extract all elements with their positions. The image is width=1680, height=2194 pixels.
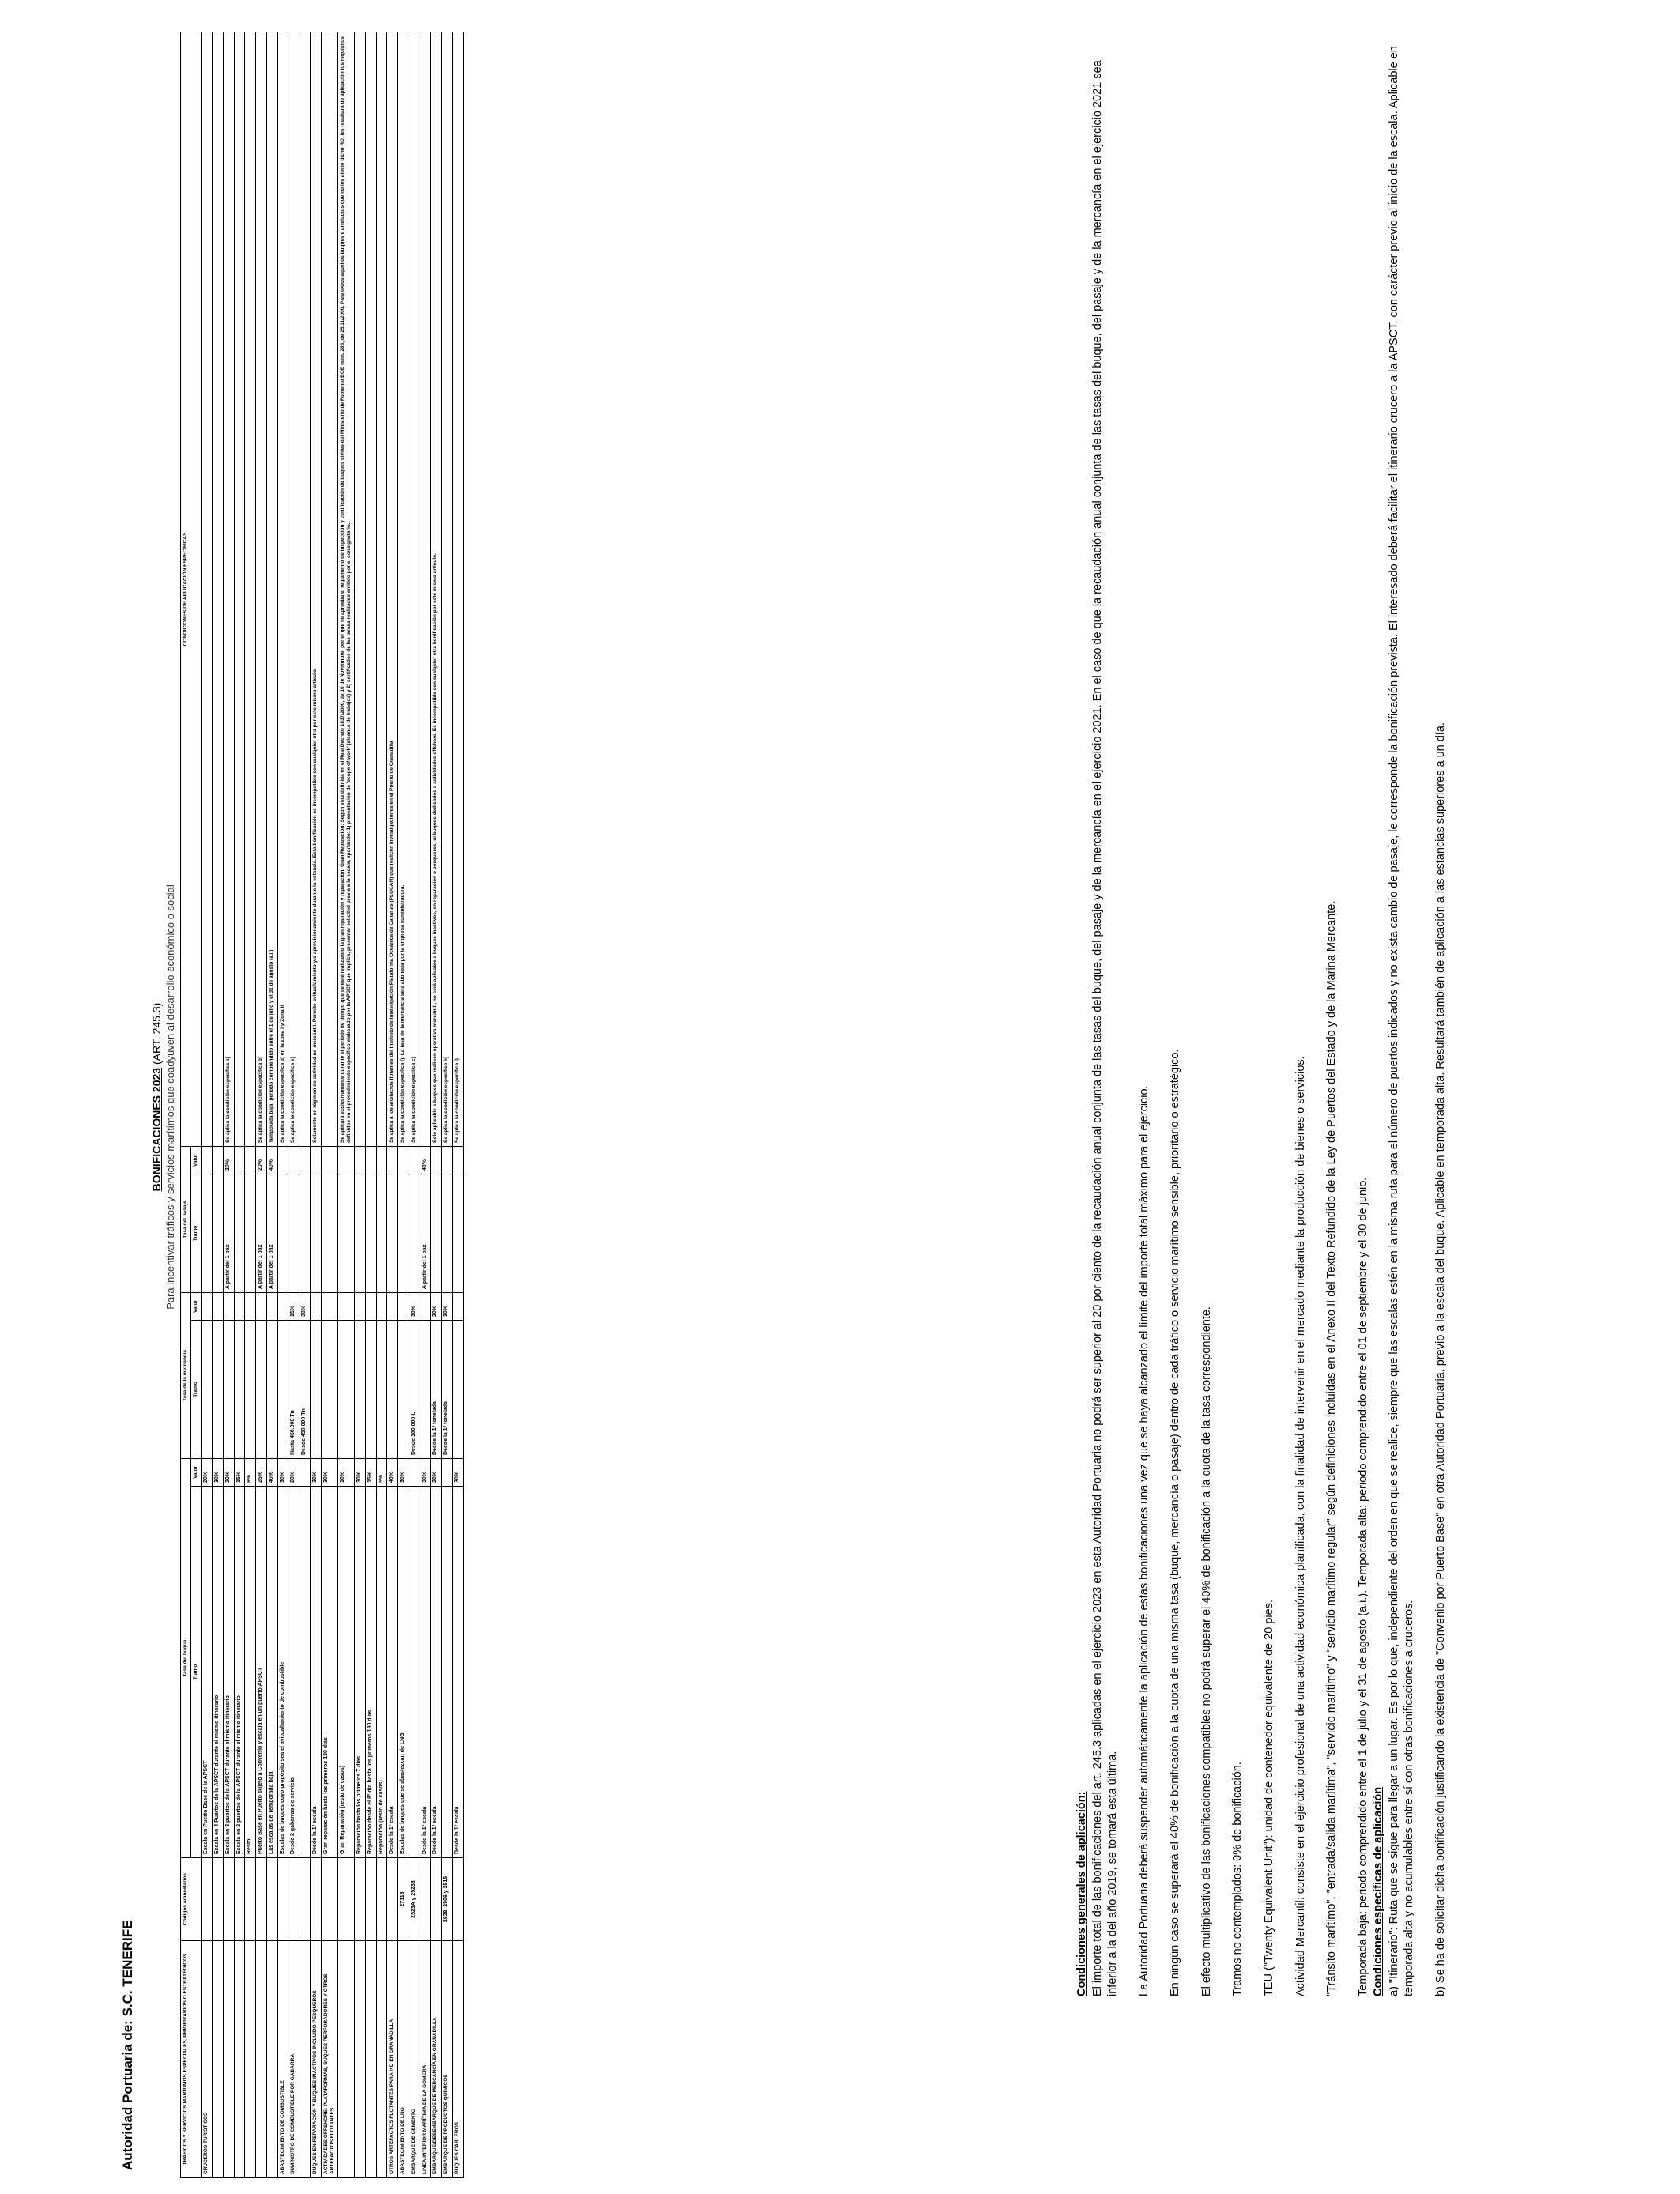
authority-name: Autoridad Portuaria de: S.C. TENERIFE <box>120 1920 135 2170</box>
buque-valor-cell: 15% <box>234 1459 245 1487</box>
conditions-cell <box>355 32 366 1146</box>
table-row <box>387 32 398 2177</box>
header-tasa-pasaje: Tasa del pasaje <box>181 1146 191 1292</box>
code-cell <box>355 1858 366 1941</box>
table-row <box>234 32 245 2177</box>
table-row <box>398 32 409 2177</box>
pasaje-tramo-cell <box>245 1174 256 1292</box>
buque-tramo-cell: Gran Reparación (resto de casos) <box>337 1487 354 1858</box>
conditions-cell <box>365 32 376 1146</box>
buque-valor-cell <box>409 1459 420 1487</box>
table-row <box>452 32 463 2177</box>
buque-tramo-cell: Desde 2 gabarras de servicio <box>288 1487 299 1858</box>
title-ref: (ART. 245.3) <box>150 1002 163 1068</box>
mercancia-valor-cell <box>376 1292 387 1320</box>
mercancia-tramo-cell <box>310 1321 321 1459</box>
buque-valor-cell: 8% <box>245 1459 256 1487</box>
conditions-cell: Se aplica a los artefactos flotantes del Instituto de Investigación Plataforma Oceánica de Canarias (PLOCAN) que realicen investigaciones en el Puerto de Granadilla <box>387 32 398 1146</box>
mercancia-valor-cell <box>337 1292 354 1320</box>
category-cell <box>213 1941 224 2178</box>
pasaje-tramo-cell <box>355 1174 366 1292</box>
pasaje-valor-cell <box>398 1146 409 1174</box>
pasaje-valor-cell <box>442 1146 453 1174</box>
mercancia-tramo-cell <box>452 1321 463 1459</box>
mercancia-valor-cell <box>256 1292 267 1320</box>
buque-valor-cell: 30% <box>398 1459 409 1487</box>
code-cell <box>376 1858 387 1941</box>
header-pasaje-valor: Valor <box>191 1146 202 1174</box>
pasaje-valor-cell: 40% <box>266 1146 277 1174</box>
category-cell: CRUCEROS TURÍSTICOS <box>202 1941 213 2178</box>
buque-tramo-cell <box>299 1487 311 1858</box>
conditions-cell <box>245 32 256 1146</box>
specific-condition-b: b) Se ha de solicitar dicha bonificación justificando la existencia de "Convenio por Puerto Base" en otra Autoridad Portuaria, previo a la escala del buque. Aplicable en temporada alta. Resultará también de aplicación a las estancias superiores a un día. <box>1433 722 1447 1996</box>
mercancia-valor-cell <box>398 1292 409 1320</box>
pasaje-tramo-cell <box>202 1174 213 1292</box>
mercancia-valor-cell <box>202 1292 213 1320</box>
mercancia-tramo-cell: Desde la 1ª tonelada <box>442 1321 453 1459</box>
table-row <box>256 32 267 2177</box>
mercancia-valor-cell <box>452 1292 463 1320</box>
pasaje-tramo-cell <box>277 1174 288 1292</box>
code-cell <box>277 1858 288 1941</box>
general-condition-4: El efecto multiplicativo de las bonificaciones compatibles no podrá superar el 40% de bonificación a la cuota de la tasa correspondiente. <box>1200 1306 1213 1996</box>
pasaje-tramo-cell <box>398 1174 409 1292</box>
mercancia-valor-cell <box>365 1292 376 1320</box>
buque-tramo-cell: Escalas de buques que se abastezcan de LNG <box>398 1487 409 1858</box>
mercancia-tramo-cell: Desde 100.000 t. <box>409 1321 420 1459</box>
code-cell <box>420 1858 431 1941</box>
category-cell: LINEA INTERIOR MARÍTIMA DE LA GOMERA <box>420 1941 431 2178</box>
pasaje-valor-cell <box>321 1146 337 1174</box>
buque-tramo-cell: Desde la 1ª escala <box>452 1487 463 1858</box>
code-cell: 2523A y 25238 <box>409 1858 420 1941</box>
table-row <box>442 32 453 2177</box>
conditions-cell: Temporada baja: periodo comprendido entre el 1 de julio y el 31 de agosto (a.i.) <box>266 32 277 1146</box>
code-cell <box>202 1858 213 1941</box>
table-row <box>376 32 387 2177</box>
mercancia-valor-cell: 20% <box>431 1292 442 1320</box>
bonificaciones-table <box>180 32 464 2178</box>
header-category: TRÁFICOS Y SERVICIOS MARÍTIMOS ESPECIALES, PRIORITARIOS O ESTRATÉGICOS <box>181 1941 202 2178</box>
mercancia-valor-cell <box>387 1292 398 1320</box>
table-row <box>245 32 256 2177</box>
header-buque-valor: Valor <box>191 1459 202 1487</box>
buque-valor-cell: 30% <box>310 1459 321 1487</box>
conditions-cell: Se aplica la condición específica d) en la zona I y Zona II <box>277 32 288 1146</box>
specific-condition-a: a) "Itinerario": Ruta que se sigue para llegar a un lugar. Es por lo que, independiente del orden en que se realice, siempre que las escalas estén en la misma ruta para el número de puertos indicados y no exista cambio de pasaje, le corresponde la bonificación prevista. El interesado deberá facilitar el itinerario crucero a la APSCT, con carácter previo al inicio de la escala. Aplicable en temporada alta y no acumulables entre sí con otras bonificaciones a cruceros. <box>1387 46 1416 1996</box>
buque-tramo-cell: Desde la 1ª escala <box>420 1487 431 1858</box>
mercancia-valor-cell <box>266 1292 277 1320</box>
pasaje-valor-cell <box>277 1146 288 1174</box>
buque-tramo-cell <box>442 1487 453 1858</box>
buque-valor-cell: 25% <box>256 1459 267 1487</box>
table-row <box>431 32 442 2177</box>
table-row <box>420 32 431 2177</box>
code-cell <box>266 1858 277 1941</box>
mercancia-tramo-cell: Desde 450.000 Tn <box>299 1321 311 1459</box>
mercancia-valor-cell <box>245 1292 256 1320</box>
pasaje-valor-cell <box>310 1146 321 1174</box>
mercancia-tramo-cell <box>266 1321 277 1459</box>
mercancia-tramo-cell <box>337 1321 354 1459</box>
buque-tramo-cell: Resto <box>245 1487 256 1858</box>
pasaje-valor-cell <box>337 1146 354 1174</box>
table-body <box>202 32 463 2177</box>
conditions-cell: Se aplica la condición específica e) <box>288 32 299 1146</box>
mercancia-valor-cell: 30% <box>442 1292 453 1320</box>
conditions-cell <box>234 32 245 1146</box>
document-subtitle: Para incentivar tráficos y servicios marítimos que coadyuven al desarrollo económico o social <box>164 884 176 1310</box>
mercancia-valor-cell <box>277 1292 288 1320</box>
buque-valor-cell: 20% <box>202 1459 213 1487</box>
conditions-cell: Se aplica la condición específica a) <box>223 32 234 1146</box>
buque-tramo-cell: Escala en 2 puertos de la APSCT durante el mismo itinerario <box>234 1487 245 1858</box>
mercancia-tramo-cell <box>376 1321 387 1459</box>
table-row <box>202 32 213 2177</box>
buque-tramo-cell: Reparación desde el 8º día hasta los primeros 180 días <box>365 1487 376 1858</box>
buque-tramo-cell: Reparación hasta los primeros 7 días <box>355 1487 366 1858</box>
buque-valor-cell: 20% <box>288 1459 299 1487</box>
general-condition-2: La Autoridad Portuaria deberá suspender automáticamente la aplicación de estas bonificaciones una vez que se haya alcanzado el límite del importe total máximo para el ejercicio. <box>1137 1085 1151 1996</box>
code-cell <box>310 1858 321 1941</box>
pasaje-tramo-cell <box>234 1174 245 1292</box>
pasaje-valor-cell <box>355 1146 366 1174</box>
general-condition-6: TEU ("Twenty Equivalent Unit"): unidad de contenedor equivalente de 20 pies. <box>1262 1600 1275 1996</box>
buque-valor-cell: 40% <box>266 1459 277 1487</box>
pasaje-tramo-cell: A partir del 1 pax <box>223 1174 234 1292</box>
category-cell <box>365 1941 376 2178</box>
buque-valor-cell: 20% <box>223 1459 234 1487</box>
category-cell <box>376 1941 387 2178</box>
category-cell: EMBARQUE/DESEMBARQUE DE MERCANCÍA EN GRANADILLA <box>431 1941 442 2178</box>
header-pasaje-tramo: Tramo <box>191 1174 202 1292</box>
pasaje-valor-cell <box>288 1146 299 1174</box>
conditions-cell <box>213 32 224 1146</box>
buque-valor-cell: 30% <box>321 1459 337 1487</box>
buque-valor-cell: 30% <box>213 1459 224 1487</box>
buque-tramo-cell: Puerto Base en Puerto sujeto a Convenio y escala en un puerto APSCT <box>256 1487 267 1858</box>
buque-tramo-cell: Desde la 1ª escala <box>431 1487 442 1858</box>
document-title <box>150 0 163 2194</box>
pasaje-tramo-cell: A partir del 1 pax <box>266 1174 277 1292</box>
code-cell <box>365 1858 376 1941</box>
pasaje-tramo-cell <box>409 1174 420 1292</box>
title-main: BONIFICACIONES 2023 <box>150 1067 163 1192</box>
buque-valor-cell: 30% <box>277 1459 288 1487</box>
category-cell: SUMINISTRO DE COMBUSTIBLE POR GABARRA <box>288 1941 299 2178</box>
mercancia-valor-cell: 30% <box>409 1292 420 1320</box>
mercancia-tramo-cell <box>234 1321 245 1459</box>
mercancia-tramo-cell <box>355 1321 366 1459</box>
buque-valor-cell: 40% <box>387 1459 398 1487</box>
pasaje-valor-cell: 20% <box>223 1146 234 1174</box>
conditions-cell: Se aplica la condición específica b) <box>256 32 267 1146</box>
mercancia-valor-cell <box>321 1292 337 1320</box>
pasaje-valor-cell: 20% <box>256 1146 267 1174</box>
general-condition-9: Temporada baja: periodo comprendido entre el 1 de julio y el 31 de agosto (a.i.). Temporada alta: periodo comprendido entre el 01 de septiembre y el 30 de junio. <box>1356 1177 1369 1996</box>
buque-tramo-cell: Las escalas de Temporada baja <box>266 1487 277 1858</box>
category-cell <box>355 1941 366 2178</box>
conditions-cell <box>202 32 213 1146</box>
buque-tramo-cell: Desde la 1ª escala <box>310 1487 321 1858</box>
pasaje-tramo-cell <box>387 1174 398 1292</box>
table-row <box>223 32 234 2177</box>
conditions-cell: Se aplica la condición específica i) <box>452 32 463 1146</box>
mercancia-tramo-cell <box>387 1321 398 1459</box>
buque-valor-cell: 10% <box>337 1459 354 1487</box>
mercancia-valor-cell <box>420 1292 431 1320</box>
pasaje-valor-cell <box>387 1146 398 1174</box>
mercancia-tramo-cell <box>202 1321 213 1459</box>
buque-tramo-cell: Escala en 3 puertos de la APSCT durante el mismo itinerario <box>223 1487 234 1858</box>
code-cell <box>337 1858 354 1941</box>
mercancia-tramo-cell: Hasta 450.000 Tn <box>288 1321 299 1459</box>
buque-valor-cell: 5% <box>376 1459 387 1487</box>
mercancia-tramo-cell <box>245 1321 256 1459</box>
buque-valor-cell <box>299 1459 311 1487</box>
buque-tramo-cell <box>409 1487 420 1858</box>
conditions-cell: Se aplica la condición específica h) <box>442 32 453 1146</box>
code-cell <box>245 1858 256 1941</box>
mercancia-tramo-cell <box>321 1321 337 1459</box>
conditions-cell <box>321 32 337 1146</box>
mercancia-valor-cell <box>234 1292 245 1320</box>
pasaje-valor-cell <box>299 1146 311 1174</box>
conditions-cell: Se aplicará exclusivamente durante el periodo de tiempo que se esté realizando la gran reparación y reparación. Gran Reparación: Según está definida en el Real Decreto 1837/2000, de 10 de Noviembre, por el que se aprueba el reglamento de inspección y certificación de buques civiles del Ministerio de Fomento BOE núm. 283, de 25/11/2000. Para todos aquellos buques e artefactos que no les afecte dicho RD, les resultará de aplicación los requisitos definidos en el procedimiento específico elaborado por la APSCT que implica, presentar solicitud previa a la escala, aportando: 1) presentación de 'scope of work' (alcance de trabajos) y 2) certificados de las tareas realizadas emitido por el consignatario. <box>337 32 354 1146</box>
pasaje-tramo-cell <box>431 1174 442 1292</box>
category-cell: BUQUES EN REPARACIÓN Y BUQUES INACTIVOS INCLUIDO PESQUEROS <box>310 1941 321 2178</box>
general-condition-7: Actividad Mercantil: consiste en el ejercicio profesional de una actividad económica planificada, con la finalidad de intervenir en el mercado mediante la producción de bienes o servicios. <box>1294 1056 1307 1996</box>
buque-tramo-cell: Desde la 1ª escala <box>387 1487 398 1858</box>
general-condition-3: En ningún caso se superará el 40% de bonificación a la cuota de una misma tasa (buque, mercancía o pasaje) dentro de cada tráfico o servicio marítimo sensible, prioritario o estratégico. <box>1169 1049 1182 1996</box>
header-codes: Códigos arancelarios <box>181 1858 202 1941</box>
mercancia-tramo-cell <box>365 1321 376 1459</box>
buque-valor-cell <box>442 1459 453 1487</box>
table-row <box>310 32 321 2177</box>
mercancia-tramo-cell <box>256 1321 267 1459</box>
table-row <box>321 32 337 2177</box>
pasaje-tramo-cell <box>376 1174 387 1292</box>
mercancia-valor-cell <box>213 1292 224 1320</box>
category-cell <box>245 1941 256 2178</box>
general-condition-8: "Tránsito marítimo", "entrada/salida marítima", "servicio marítimo" y "servicio marítimo regular" según definiciones incluidas en el Anexo II del Texto Refundido de la Ley de Puertos del Estado y de la Marina Mercante. <box>1325 900 1339 1996</box>
code-cell <box>288 1858 299 1941</box>
conditions-cell: Se aplica la condición específica c) <box>409 32 420 1146</box>
category-cell <box>299 1941 311 2178</box>
category-cell <box>223 1941 234 2178</box>
mercancia-valor-cell: 30% <box>299 1292 311 1320</box>
header-tasa-mercancia: Tasa de la mercancía <box>181 1292 191 1458</box>
table-header-row-1 <box>181 32 191 2177</box>
specific-conditions-title: Condiciones específicas de aplicación <box>1372 1786 1385 1996</box>
conditions-cell <box>299 32 311 1146</box>
code-cell <box>256 1858 267 1941</box>
buque-tramo-cell: Escalas de buques cuyo propósito sea el avituallamiento de combustible <box>277 1487 288 1858</box>
pasaje-valor-cell <box>409 1146 420 1174</box>
mercancia-valor-cell <box>310 1292 321 1320</box>
buque-tramo-cell: Reparación (resto de casos) <box>376 1487 387 1858</box>
mercancia-tramo-cell <box>398 1321 409 1459</box>
buque-valor-cell: 30% <box>355 1459 366 1487</box>
mercancia-tramo-cell <box>277 1321 288 1459</box>
buque-tramo-cell: Escala en Puerto Base de la APSCT <box>202 1487 213 1858</box>
table-row <box>277 32 288 2177</box>
pasaje-tramo-cell: A partir del 1 pax <box>420 1174 431 1292</box>
mercancia-tramo-cell <box>223 1321 234 1459</box>
code-cell <box>387 1858 398 1941</box>
category-cell <box>234 1941 245 2178</box>
table-row <box>365 32 376 2177</box>
code-cell <box>452 1858 463 1941</box>
code-cell <box>223 1858 234 1941</box>
category-cell: ABASTECIMIENTO DE LNG <box>398 1941 409 2178</box>
pasaje-tramo-cell <box>213 1174 224 1292</box>
pasaje-tramo-cell <box>452 1174 463 1292</box>
pasaje-tramo-cell <box>310 1174 321 1292</box>
conditions-block <box>1075 36 1464 1996</box>
table-row <box>213 32 224 2177</box>
category-cell: EMBARQUE DE CEMENTO <box>409 1941 420 2178</box>
pasaje-valor-cell <box>431 1146 442 1174</box>
pasaje-valor-cell <box>452 1146 463 1174</box>
conditions-cell <box>376 32 387 1146</box>
table-row <box>266 32 277 2177</box>
pasaje-tramo-cell <box>288 1174 299 1292</box>
code-cell <box>234 1858 245 1941</box>
code-cell <box>213 1858 224 1941</box>
category-cell: OTROS ARTEFACTOS FLOTANTES PARA I+D EN GRANADILLA <box>387 1941 398 2178</box>
category-cell: ACTIVIDADES OFFSHORE: PLATAFORMAS, BUQUES PERFORADORES Y OTROS ARTEFACTOS FLOTANTES <box>321 1941 337 2178</box>
header-conditions: CONDICIONES DE APLICACIÓN ESPECÍFICAS <box>181 32 202 1146</box>
category-cell: BUQUES CABLEROS <box>452 1941 463 2178</box>
pasaje-valor-cell <box>234 1146 245 1174</box>
pasaje-tramo-cell: A partir del 1 pax <box>256 1174 267 1292</box>
buque-valor-cell: 30% <box>452 1459 463 1487</box>
mercancia-valor-cell <box>355 1292 366 1320</box>
code-cell <box>431 1858 442 1941</box>
pasaje-valor-cell <box>376 1146 387 1174</box>
general-conditions-title: Condiciones generales de aplicación: <box>1075 1791 1088 1996</box>
buque-tramo-cell: Escala en 4 Puertos de la APSCT durante el mismo itinerario <box>213 1487 224 1858</box>
buque-tramo-cell: Gran reparación hasta los primeros 180 días <box>321 1487 337 1858</box>
code-cell: 2828, 2806 y 2815 <box>442 1858 453 1941</box>
mercancia-tramo-cell <box>420 1321 431 1459</box>
pasaje-valor-cell <box>245 1146 256 1174</box>
pasaje-valor-cell <box>213 1146 224 1174</box>
conditions-cell <box>420 32 431 1146</box>
table-row <box>409 32 420 2177</box>
conditions-cell: Se aplica la condición específica f). La tasa de la mercancía será abonada por la empresa suministradora. <box>398 32 409 1146</box>
pasaje-valor-cell <box>202 1146 213 1174</box>
header-buque-tramo: Tramo <box>191 1487 202 1858</box>
code-cell <box>321 1858 337 1941</box>
header-mercancia-valor: Valor <box>191 1292 202 1320</box>
table-row <box>299 32 311 2177</box>
pasaje-tramo-cell <box>365 1174 376 1292</box>
table-row <box>288 32 299 2177</box>
buque-valor-cell: 30% <box>420 1459 431 1487</box>
header-mercancia-tramo: Tramo <box>191 1321 202 1459</box>
pasaje-tramo-cell <box>299 1174 311 1292</box>
general-condition-5: Tramos no contemplados: 0% de bonificación. <box>1231 1762 1245 1996</box>
general-condition-1: El importe total de las bonificaciones del art. 245.3 aplicadas en el ejercicio 2023 en esta Autoridad Portuaria no podrá ser superior al 20 por ciento de la recaudación anual conjunta de las tasas del buque, del pasaje y de la mercancía en el ejercicio 2021. En el caso de que la recaudación anual conjunta de las tasas del buque, del pasaje y de la mercancía en el ejercicio 2021 sea inferior a la del año 2019, se tomará esta última. <box>1090 60 1120 1996</box>
mercancia-tramo-cell <box>213 1321 224 1459</box>
category-cell <box>266 1941 277 2178</box>
code-cell <box>299 1858 311 1941</box>
pasaje-valor-cell: 40% <box>420 1146 431 1174</box>
pasaje-valor-cell <box>365 1146 376 1174</box>
code-cell: 27118 <box>398 1858 409 1941</box>
buque-valor-cell: 15% <box>365 1459 376 1487</box>
conditions-cell: Solo aplicable a buques que realicen operativa mercantil, no será aplicable a buques inactivos, en reparación o pesqueros, ni buques dedicados a actividades offshore. Es incompatible con cualquier otra bonificación por este mismo artículo. <box>431 32 442 1146</box>
category-cell: ABASTECIMIENTO DE COMBUSTIBLE <box>277 1941 288 2178</box>
mercancia-valor-cell: 15% <box>288 1292 299 1320</box>
buque-valor-cell: 20% <box>431 1459 442 1487</box>
table-row <box>355 32 366 2177</box>
pasaje-tramo-cell <box>337 1174 354 1292</box>
conditions-cell: Solamente en régimen de actividad no mercantil. Permite avituallamiento y/o aprovisionamiento durante la estancia. Esta bonificación es incompatible con cualquier otra por este mismo artículo. <box>310 32 321 1146</box>
category-cell: EMBARQUE DE PRODUCTOS QUÍMICOS <box>442 1941 453 2178</box>
pasaje-tramo-cell <box>442 1174 453 1292</box>
header-tasa-buque: Tasa del buque <box>181 1459 191 1858</box>
category-cell <box>256 1941 267 2178</box>
pasaje-tramo-cell <box>321 1174 337 1292</box>
mercancia-valor-cell <box>223 1292 234 1320</box>
mercancia-tramo-cell: Desde la 1ª tonelada <box>431 1321 442 1459</box>
table-row <box>337 32 354 2177</box>
category-cell <box>337 1941 354 2178</box>
